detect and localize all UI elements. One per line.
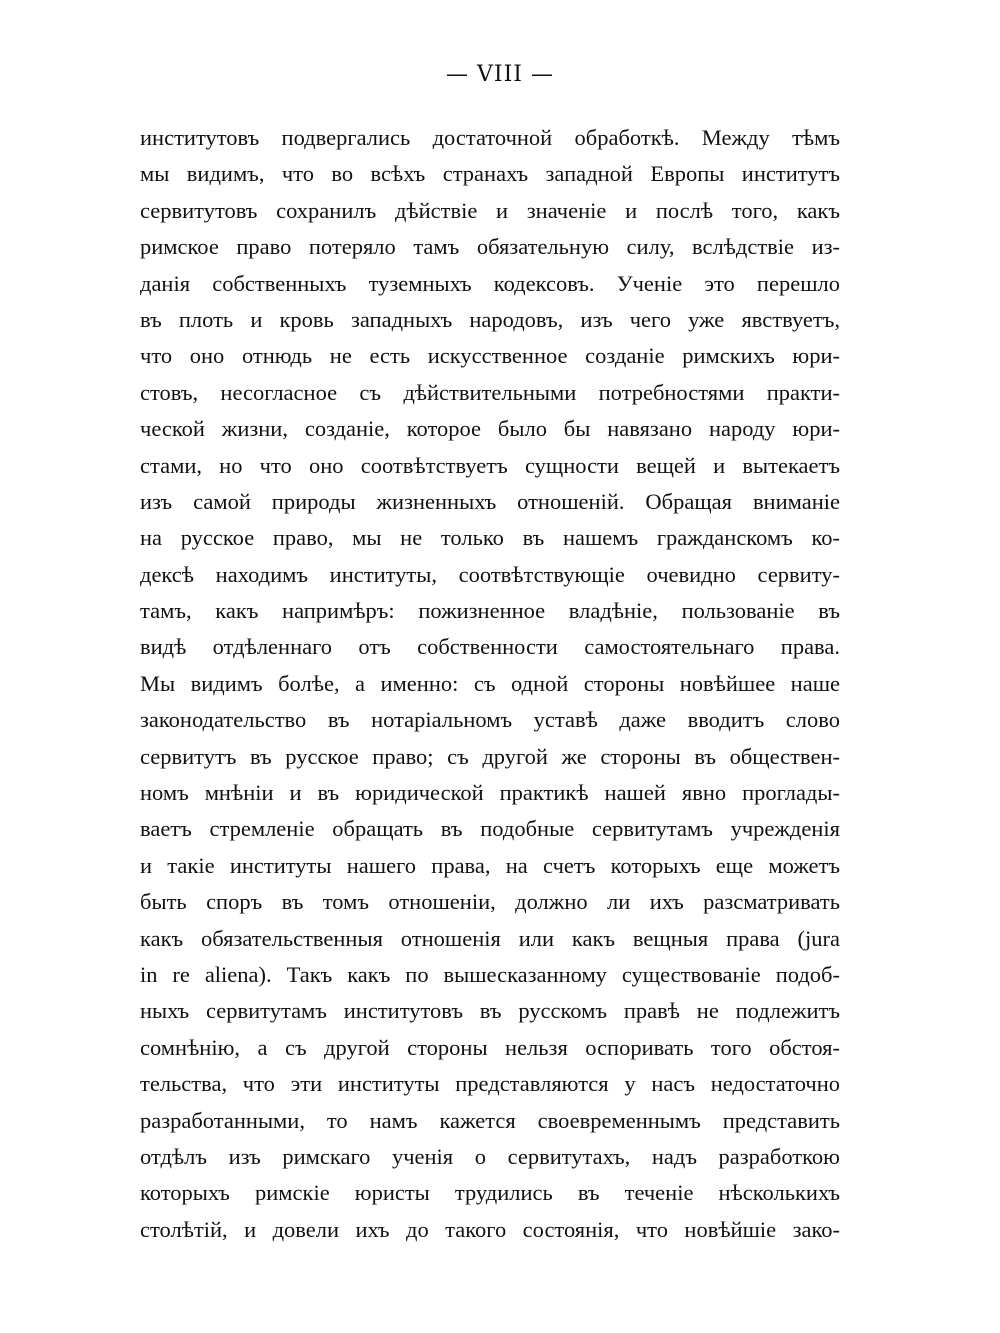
text-line: стами, но что оно соотвѣтствуетъ сущности вещей и вытекаетъ — [140, 452, 840, 478]
page-number-header: — VIII — — [446, 62, 554, 87]
text-line: тельства, что эти институты представляются у насъ недостаточно — [140, 1071, 840, 1097]
text-line: въ плоть и кровь западныхъ народовъ, изъ чего уже явствуетъ, — [140, 306, 840, 332]
text-line: мы видимъ, что во всѣхъ странахъ западной Европы институтъ — [140, 161, 840, 187]
text-line: разработанными, то намъ кажется своевременнымъ представить — [140, 1107, 840, 1133]
text-line: которыхъ римскіе юристы трудились въ теченіе нѣсколькихъ — [140, 1180, 840, 1206]
text-line: римское право потеряло тамъ обязательную силу, вслѣдствіе из- — [140, 234, 840, 260]
text-line: сервитутовъ сохранилъ дѣйствіе и значеніе и послѣ того, какъ — [140, 197, 840, 223]
text-line: институтовъ подвергались достаточной обработкѣ. Между тѣмъ — [140, 125, 840, 150]
text-line: ныхъ сервитутамъ институтовъ въ русскомъ правѣ не подлежитъ — [140, 998, 840, 1024]
text-line: дексѣ находимъ институты, соотвѣтствующіе очевидно сервиту- — [140, 561, 840, 587]
text-line: сервитутъ въ русское право; съ другой же стороны въ обществен- — [140, 743, 840, 769]
text-line: ческой жизни, созданіе, которое было бы навязано народу юри- — [140, 416, 840, 442]
text-line: что оно отнюдь не есть искусственное созданіе римскихъ юри- — [140, 343, 840, 369]
text-line: какъ обязательственныя отношенія или какъ вещныя права (jura — [140, 925, 840, 951]
text-line: изъ самой природы жизненныхъ отношеній. Обращая вниманіе — [140, 488, 840, 514]
text-line: номъ мнѣніи и въ юридической практикѣ нашей явно проглады- — [140, 780, 840, 806]
text-line: на русское право, мы не только въ нашемъ гражданскомъ ко- — [140, 525, 840, 551]
text-line: и такіе институты нашего права, на счетъ которыхъ еще можетъ — [140, 852, 840, 878]
text-line: ваетъ стремленіе обращать въ подобные сервитутамъ учрежденія — [140, 816, 840, 842]
text-line: столѣтій, и довели ихъ до такого состоянія, что новѣйшіе зако- — [140, 1216, 840, 1242]
text-line: in re aliena). Такъ какъ по вышесказанному существованіе подоб- — [140, 961, 840, 987]
text-line: стовъ, несогласное съ дѣйствительными потребностями практи- — [140, 379, 840, 405]
text-line: данія собственныхъ туземныхъ кодексовъ. Ученіе это перешло — [140, 270, 840, 296]
text-line: Мы видимъ болѣе, а именно: съ одной стороны новѣйшее наше — [140, 670, 840, 696]
body-text — [140, 120, 840, 1248]
text-line: тамъ, какъ напримѣръ: пожизненное владѣніе, пользованіе въ — [140, 598, 840, 624]
text-line: быть споръ въ томъ отношеніи, должно ли ихъ разсматривать — [140, 889, 840, 915]
text-line: отдѣлъ изъ римскаго ученія о сервитутахъ, надъ разработкою — [140, 1143, 840, 1169]
text-line: видѣ отдѣленнаго отъ собственности самостоятельнаго права. — [140, 634, 840, 660]
text-line: законодательство въ нотаріальномъ уставѣ даже вводитъ слово — [140, 707, 840, 733]
text-line: сомнѣнію, а съ другой стороны нельзя оспоривать того обстоя- — [140, 1034, 840, 1060]
